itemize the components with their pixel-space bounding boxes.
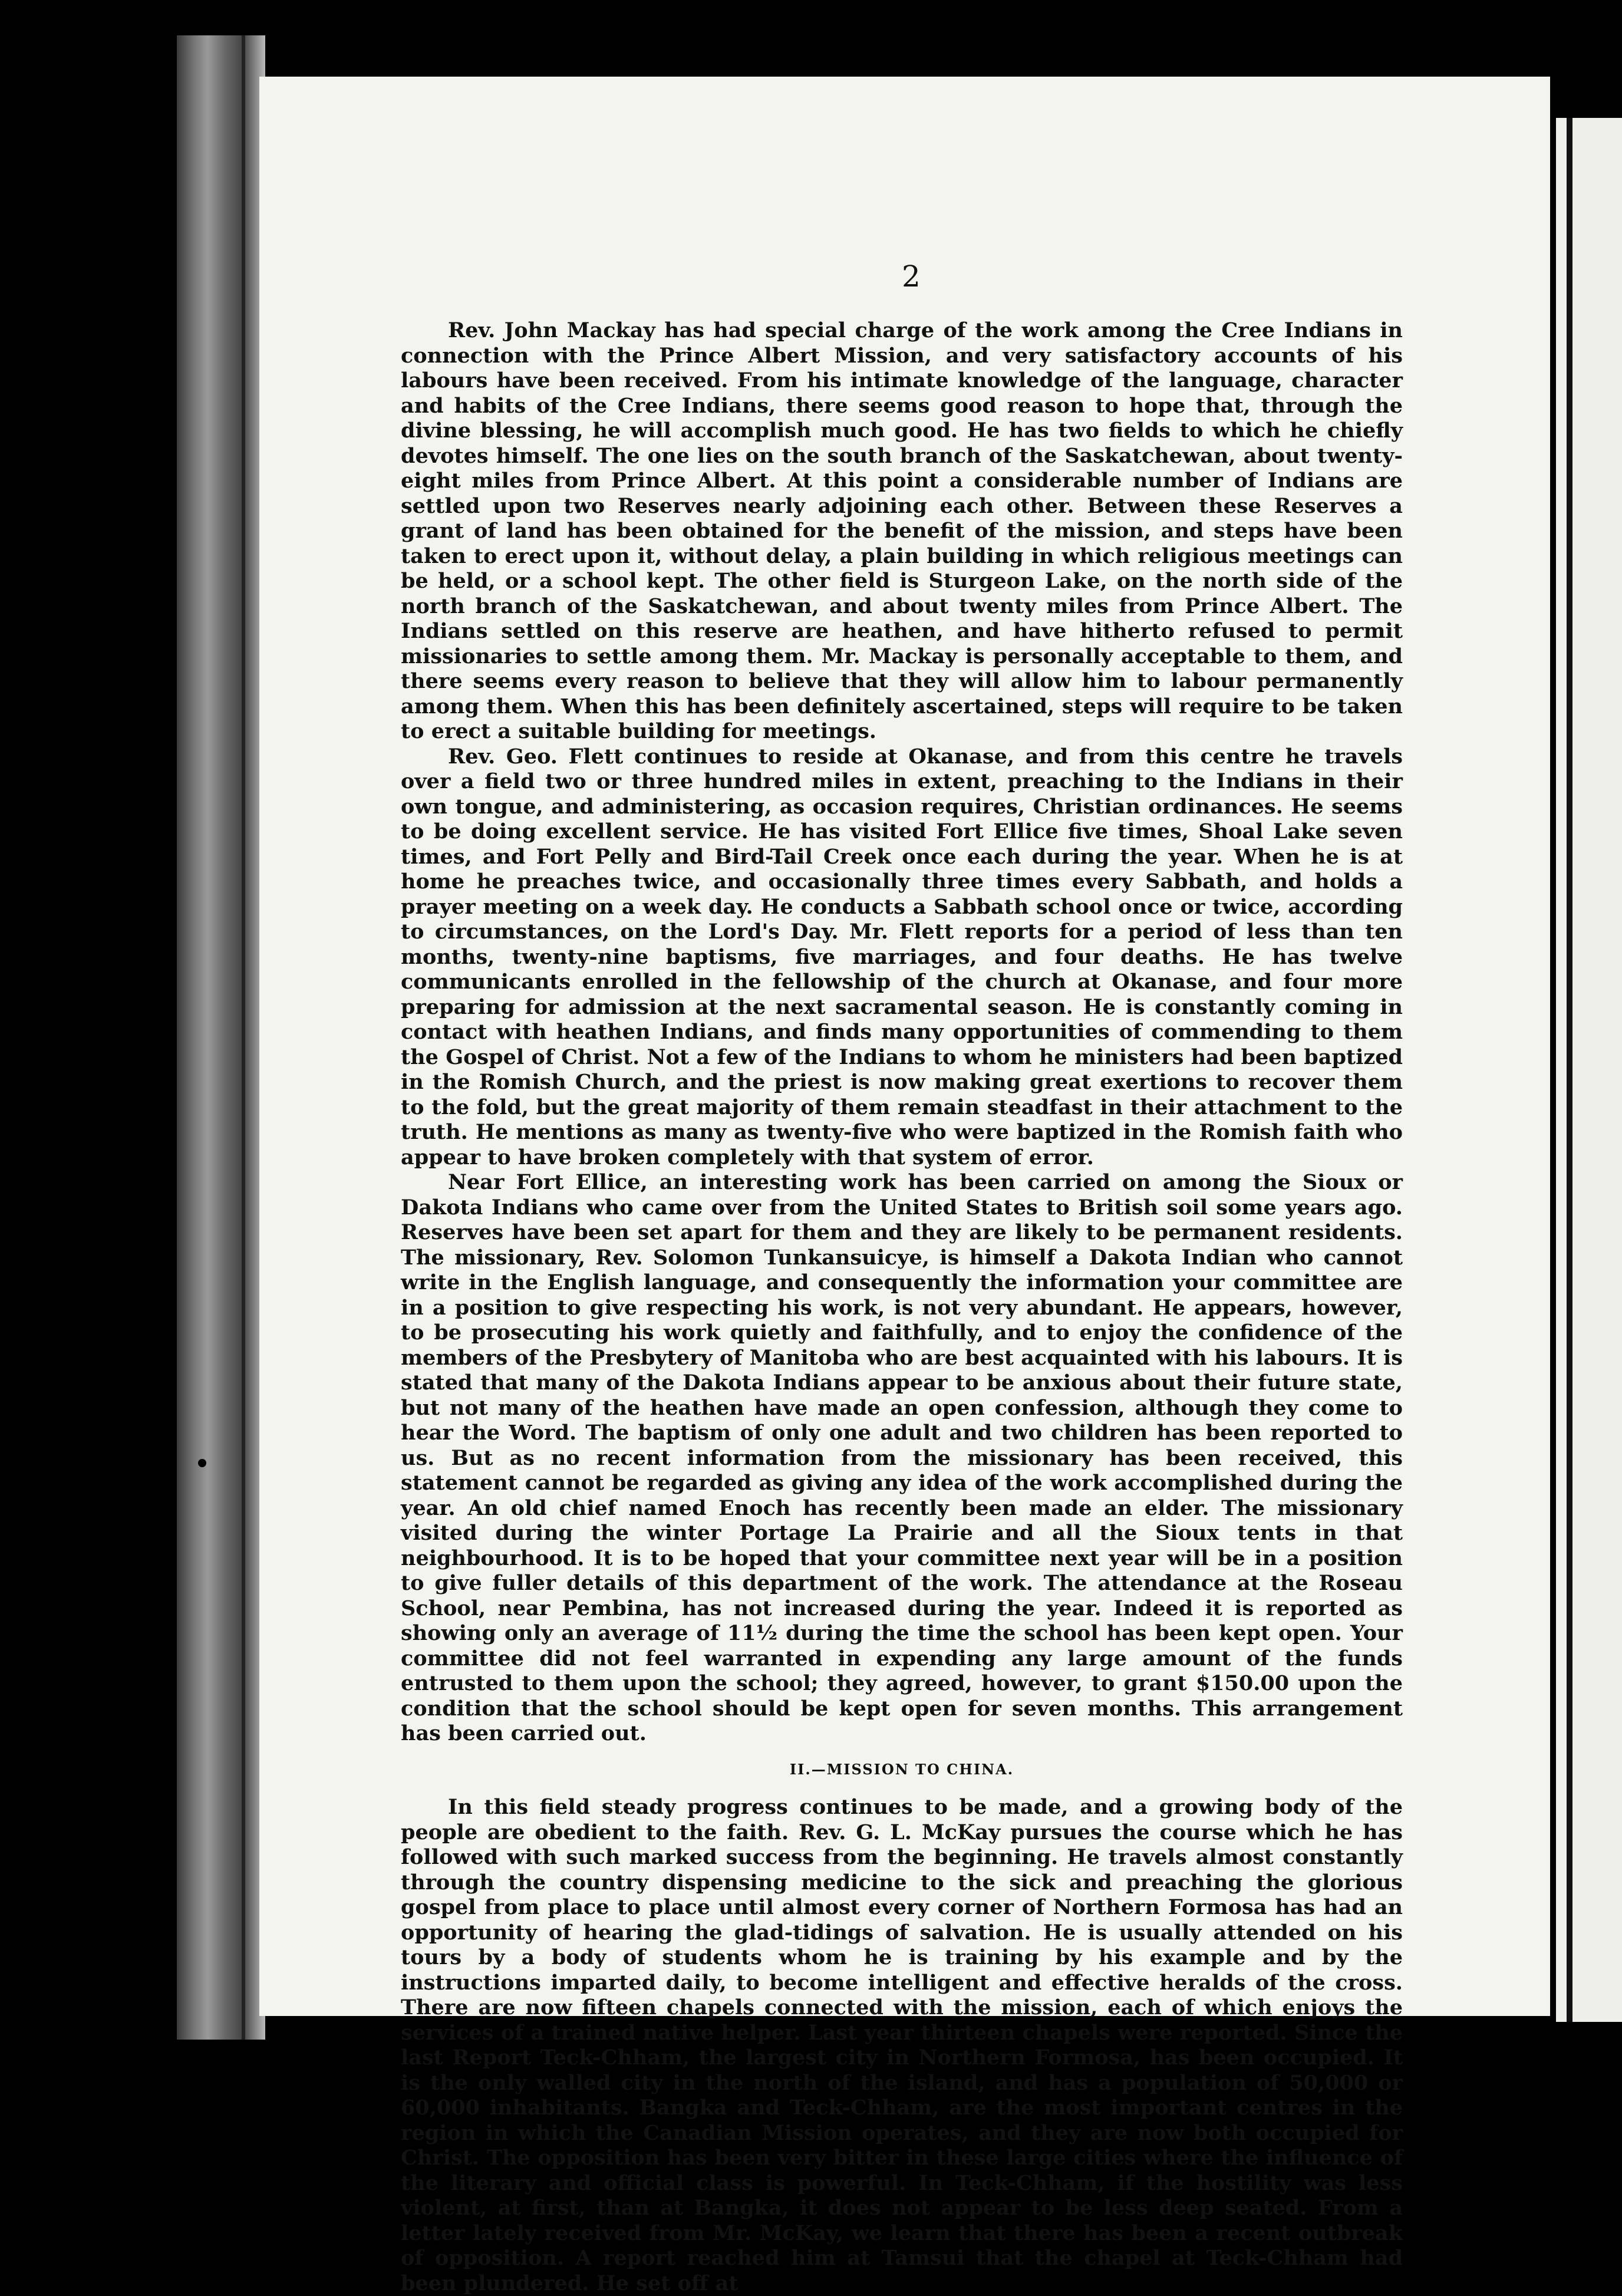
body-text <box>401 318 1403 2296</box>
section-heading: II.—MISSION TO CHINA. <box>789 1760 1014 1778</box>
margin-dot <box>198 1459 206 1467</box>
paragraph-dakota: Near Fort Ellice, an interesting work has been carried on among the Sioux or Dakota Indians who came over from the United States to British soil some years ago. Reserves have been set apart for them and they are likely to be permanent residents. The missionary, Rev. Solomon Tunkansuicye, is himself a Dakota Indian who cannot write in the English language, and consequently the information your committee are in a position to give respecting his work, is not very abundant. He appears, however, to be prosecuting his work quietly and faithfully, and to enjoy the confidence of the members of the Presbytery of Manitoba who are best acquainted with his labours. It is stated that many of the Dakota Indians appear to be anxious about their future state, but not many of the heathen have made an open confession, although they come to hear the Word. The baptism of only one adult and two children has been reported to us. But as no recent information from the missionary has been received, this statement cannot be regarded as giving any idea of the work accomplished during the year. An old chief named Enoch has recently been made an elder. The missionary visited during the winter Portage La Prairie and all the Sioux tents in that neighbourhood. It is to be hoped that your committee next year will be in a position to give fuller details of this department of the work. The attendance at the Roseau School, near Pembina, has not increased during the year. Indeed it is reported as showing only an average of 11½ during the time the school has been kept open. Your committee did not feel warranted in expending any large amount of the funds entrusted to them upon the school; they agreed, however, to grant $150.00 upon the condition that the school should be kept open for seven months. This arrangement has been carried out. <box>401 1170 1403 1745</box>
adjacent-page-edge <box>1556 118 1622 2022</box>
paragraph-china: In this field steady progress continues to be made, and a growing body of the people are obedient to the faith. Rev. G. L. McKay pursues the course which he has followed with such marked success from the beginning. He travels almost constantly through the country dispensing medicine to the sick and preaching the glorious gospel from place to place until almost every corner of Northern Formosa has had an opportunity of hearing the glad-tidings of salvation. He is usually attended on his tours by a body of students whom he is training by his example and by the instructions imparted daily, to become intelligent and effective heralds of the cross. There are now fifteen chapels connected with the mission, each of which enjoys the services of a trained native helper. Last year thirteen chapels were reported. Since the last Report Teck-Chham, the largest city in Northern Formosa, has been occupied. It is the only walled city in the north of the island, and has a population of 50,000 or 60,000 inhabitants. Bangka and Teck-Chham, are the most important centres in the region in which the Canadian Mission operates, and they are now both occupied for Christ. The opposition has been very bitter in these large cities where the influence of the literary and official class is powerful. In Teck-Chham, if the hostility was less violent, at first, than at Bangka, it does not appear to be less deep seated. From a letter lately received from Mr. McKay, we learn that there has been a recent outbreak of opposition. A report reached him at Tamsui that the chapel at Teck-Chham had been plundered. He set off at <box>401 1795 1403 2295</box>
page-number: 2 <box>902 259 921 294</box>
book-spine-edge <box>177 35 265 2040</box>
paragraph-flett: Rev. Geo. Flett continues to reside at Okanase, and from this centre he travels over a field two or three hundred miles in extent, preaching to the Indians in their own tongue, and administering, as occasion requires, Christian ordinances. He seems to be doing excellent service. He has visited Fort Ellice five times, Shoal Lake seven times, and Fort Pelly and Bird-Tail Creek once each during the year. When he is at home he preaches twice, and occasionally three times every Sabbath, and holds a prayer meeting on a week day. He conducts a Sabbath school once or twice, according to circumstances, on the Lord's Day. Mr. Flett reports for a period of less than ten months, twenty-nine baptisms, five marriages, and four deaths. He has twelve communicants enrolled in the fellowship of the church at Okanase, and four more preparing for admission at the next sacramental season. He is constantly coming in contact with heathen Indians, and finds many opportunities of commending to them the Gospel of Christ. Not a few of the Indians to whom he ministers had been baptized in the Romish Church, and the priest is now making great exertions to recover them to the fold, but the great majority of them remain steadfast in their attachment to the truth. He mentions as many as twenty-five who were baptized in the Romish faith who appear to have broken completely with that system of error. <box>401 744 1403 1170</box>
paragraph-mackay: Rev. John Mackay has had special charge of the work among the Cree Indians in connection with the Prince Albert Mission, and very satisfactory accounts of his labours have been received. From his intimate knowledge of the language, character and habits of the Cree Indians, there seems good reason to hope that, through the divine blessing, he will accomplish much good. He has two fields to which he chiefly devotes himself. The one lies on the south branch of the Saskatchewan, about twenty-eight miles from Prince Albert. At this point a considerable number of Indians are settled upon two Reserves nearly adjoining each other. Between these Reserves a grant of land has been obtained for the benefit of the mission, and steps have been taken to erect upon it, without delay, a plain building in which religious meetings can be held, or a school kept. The other field is Sturgeon Lake, on the north side of the north branch of the Saskatchewan, and about twenty miles from Prince Albert. The Indians settled on this reserve are heathen, and have hitherto refused to permit missionaries to settle among them. Mr. Mackay is personally acceptable to them, and there seems every reason to believe that they will allow him to labour permanently among them. When this has been definitely ascertained, steps will require to be taken to erect a suitable building for meetings. <box>401 318 1403 743</box>
page-gutter-bar <box>1567 118 1572 2022</box>
